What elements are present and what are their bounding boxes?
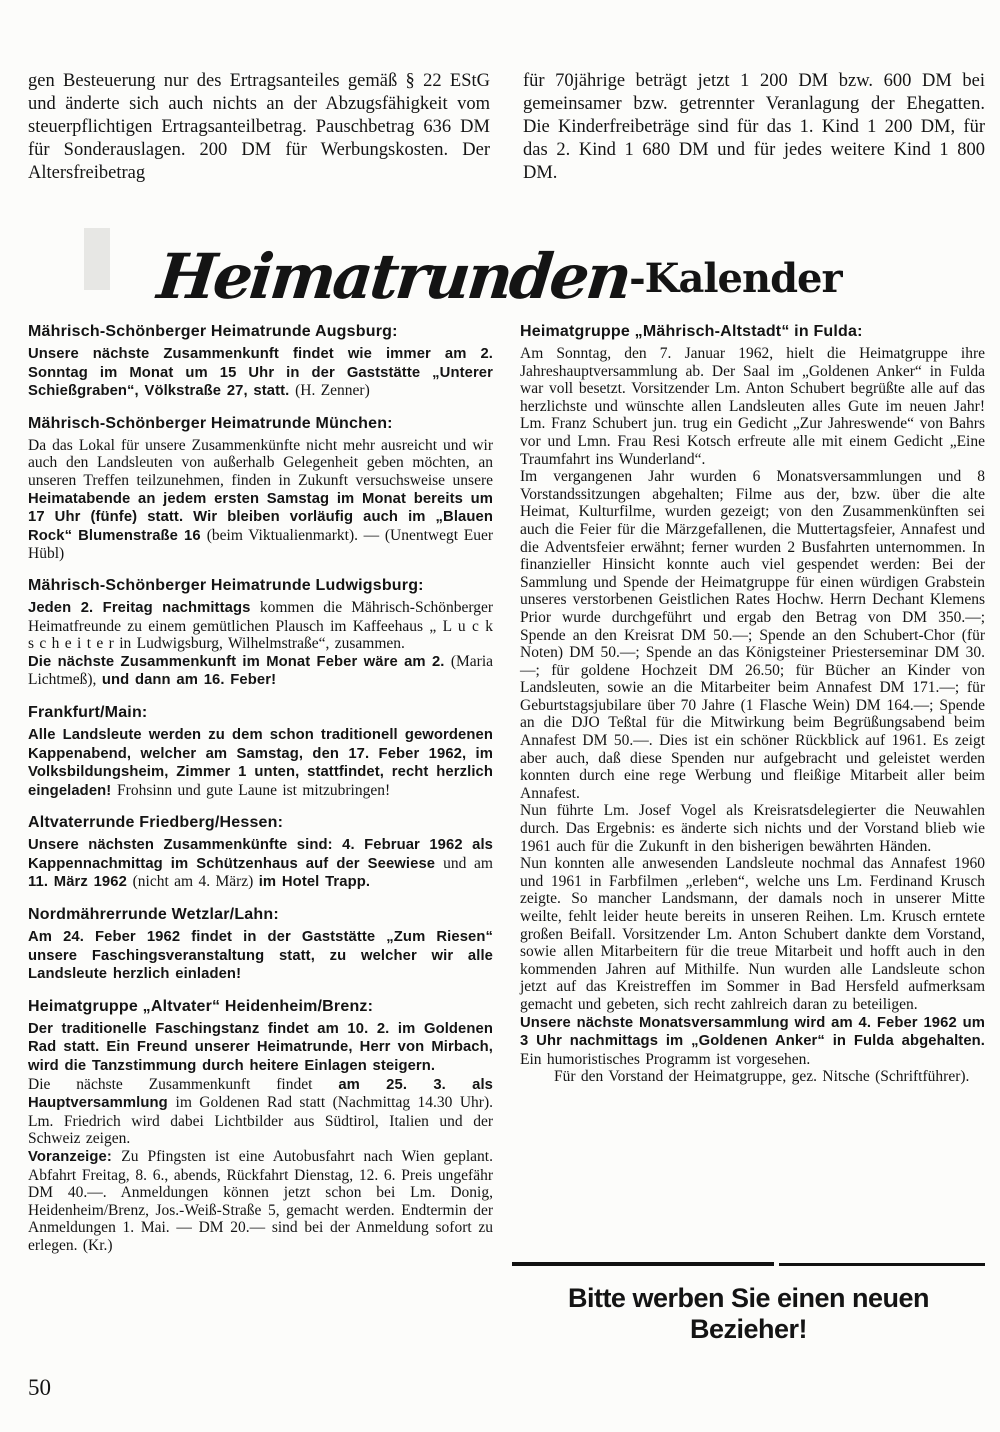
calendar-columns [28,322,985,1268]
calendar-section [28,576,493,690]
section-paragraph [28,1076,493,1148]
text-run: Da das Lokal für unsere Zusammenkünfte nicht mehr ausreicht und wir auch den Landsleuten von außerhalb Gelegenheit geben möchten, an unseren Treffen teilzunehmen, finden in Zukunft versuchsweise unsere [28,436,493,489]
page-number: 50 [28,1375,51,1400]
section-paragraph [28,653,493,690]
calendar-section [28,703,493,800]
calendar-section [28,813,493,892]
calendar-section [520,322,985,1086]
subscription-appeal-banner: Bitte werben Sie einen neuen Bezieher! [567,1283,930,1344]
text-run: (Maria Lichtmeß), [28,652,493,689]
text-run: Die nächste Zusammenkunft findet [28,1075,339,1093]
section-heading: Frankfurt/Main: [28,703,148,721]
section-heading: Mährisch-Schönberger Heimatrunde München: [28,414,393,432]
intro-left-column: gen Besteuerung nur des Ertragsanteiles gemäß § 22 EStG und änderte sich auch nichts an der Abzugsfähigkeit vom steuerpflichtigen Ertragsanteilbetrag. Pauschbetrag 636 DM für Sonderauslagen. 200 DM für Werbungskosten. Der Altersfreibetrag [28,71,490,183]
masthead-script-title: Heimatrunden [154,240,633,313]
section-heading: Mährisch-Schönberger Heimatrunde Ludwigsburg: [28,576,424,594]
text-run: Nun konnten alle anwesenden Landsleute nochmal das Annafest 1960 und 1961 in Farbfilmen „erleben“, welche uns Lm. Ferdinand Krusch zeigte. So mancher Landsmann, der damals noch in unserer Mitte weilte, fehlt leider heute bereits in unseren Reihen. Lm. Krusch erntete großen Beifall. Vorsitzender Lm. Anton Schubert dankte dem Vorstand, sowie allen Mitarbeitern für die treue Mitarbeit und hofft auch in den kommenden Jahren auf Mithilfe. Nun wurden alle Landsleute schon jetzt auf das Kreistreffen im Sommer in Bad Hersfeld aufmerksam gemacht und gebeten, sich recht zahlreich daran zu beteiligen. [520,855,985,1013]
section-paragraph [520,345,985,468]
bold-text-run: 11. März 1962 [28,874,133,891]
bold-text-run: Voranzeige: [28,1149,122,1165]
calendar-left-column [28,322,493,1268]
bold-text-run: Die nächste Zusammenkunft im Monat Feber wäre am 2. [28,653,451,670]
text-run: (beim Viktualienmarkt). — (Unentwegt Euer Hübl) [28,526,493,563]
section-heading: Nordmährerrunde Wetzlar/Lahn: [28,906,279,924]
calendar-section [28,997,493,1255]
text-run: Ein humoristisches Programm ist vorgesehen. [520,1050,811,1068]
rule-segment-left [512,1262,774,1266]
section-paragraph [520,468,985,802]
calendar-section [28,414,493,563]
calendar-section [28,905,493,984]
text-run: kommen die Mährisch-Schönberger Heimatfreunde zu einem gemütlichen Plausch im Kaffeehaus „ L u c k s c h e i t e r in Ludwigsburg, Wilhelmstraße“, zusammen. [28,598,493,653]
intro-article-continuation [28,70,985,185]
bold-text-run: und dann am 16. Feber! [101,672,277,689]
bold-text-run: im Hotel Trapp. [258,874,371,891]
bold-text-run: Alle Landsleute werden zu dem schon traditionell gewordenen Kappenabend, welcher am Samstag, den 17. Feber 1962, im Volksbildungsheim, Zimmer 1 unten, stattfindet, recht herzlich eingeladen! [28,726,493,799]
section-paragraph [28,599,493,653]
section-paragraph [520,1068,985,1086]
text-run: (H. Zenner) [295,382,370,400]
masthead-suffix: -Kalender [629,255,842,302]
section-paragraph [520,802,985,855]
rule-segment-right [779,1263,985,1266]
text-run: Für den Vorstand der Heimatgruppe, gez. Nitsche (Schriftführer). [554,1068,970,1086]
text-run: im Goldenen Rad statt (Nachmittag 14.30 Uhr). Lm. Friedrich wird dabei Lichtbilder aus Südtirol, Italien und der Schweiz zeigen. [28,1094,493,1148]
section-paragraph [28,836,493,892]
section-masthead [0,240,1000,313]
text-run: Im vergangenen Jahr wurden 6 Monatsversammlungen und 8 Vorstandssitzungen abgehalten; Filme aus der, bzw. über die alte Heimat, Kulturfilme, wurden gezeigt; von den Zusammenkünften sei auch die Feier für die Märzgefallenen, die Muttertagsfeier, Annafest und die Adventsfeier erwähnt; ferner wurden 2 Busfahrten unternommen. In finanzieller Hinsicht konnte auch viel gespendet werden: Bei der Sammlung und Spende der Heimatgruppe für einen würdigen Grabstein unseres verstorbenen Geistlichen Rates Hochw. Herrn Dechant Klemens Prior wurde durchgeführt und ergab den Betrag von DM 350.—; Spende an den Kreisrat DM 50.—; Spende an den Schubert-Chor (für Noten) DM 50.—; Spende an das Königsteiner Priesterseminar DM 30.—; für goldene Hochzeit DM 26.50; für Bücher an Kinder von Landsleuten, sowie an die Mitarbeiter beim Annafest DM 171.—; für Geburtstagsjubilare über 70 Jahre (1 Flasche Wein) DM 164.—; Spende an die DJO Teßtal für die Mitwirkung beim Begrüßungsabend beim Annafest DM 50.—. Dies ist ein schöner Rückblick auf 1961. Es zeigt aber auch, daß diese Spenden nur aufgebracht und geleistet werden konnten durch eine rege Werbung und fleißige Mitarbeit aller beim Annafest. [520,468,985,802]
calendar-right-column [520,322,985,1099]
text-run: Nun führte Lm. Josef Vogel als Kreisratsdelegierter die Neuwahlen durch. Das Ergebnis: es änderte sich nichts und der Vorstand blieb wie 1961 auch für die Zukunft in den bisherigen bewährten Händen. [520,802,985,855]
text-run: (nicht am 4. März) [132,873,259,891]
bold-text-run: Am 24. Feber 1962 findet in der Gaststätte „Zum Riesen“ unsere Faschingsveranstaltung statt, zu welcher wir alle Landsleute herzlich einladen! [28,929,493,983]
section-paragraph [520,855,985,1013]
calendar-section [28,322,493,401]
text-run: Am Sonntag, den 7. Januar 1962, hielt die Heimatgruppe ihre Jahreshauptversammlung ab. Der Saal im „Goldenen Anker“ in Fulda war voll besetzt. Vorsitzender Lm. Anton Schubert begrüßte alle auf das herzlichste und wünschte allen Landsleuten alles Gute im neuen Jahr! Lm. Franz Schubert jun. trug ein Gedicht „Zur Jahreswende“ von Bahrs vor und Lmn. Frau Resi Kotsch erfreute alle mit einem Gedicht „Eine Traumfahrt ins Wunderland“. [520,345,985,468]
text-run: und am [443,854,493,872]
section-paragraph [28,1148,493,1255]
section-paragraph [28,437,493,563]
bold-text-run: am 25. 3. als Hauptversammlung [28,1076,493,1112]
bold-text-run: Der traditionelle Faschingstanz findet am 10. 2. im Goldenen Rad statt. Ein Freund unserer Heimatrunde, Herr von Mirbach, wird die Tanzstimmung durch heitere Einlagen steigern. [28,1020,493,1075]
text-run: Frohsinn und gute Laune ist mitzubringen! [117,781,391,799]
section-paragraph [520,1014,985,1069]
text-run: Zu Pfingsten ist eine Autobusfahrt nach Wien geplant. Abfahrt Freitag, 8. 6., abends, Rückfahrt Dienstag, 12. 6. Preis ungefähr DM 40.—. Anmeldungen können jetzt schon bei Lm. Donig, Heidenheim/Brenz, Jos.-Weiß-Straße 5, gemacht werden. Endtermin der Anmeldungen 1. Mai. — DM 20.— sind bei der Anmeldung sofort zu erlegen. (Kr.) [28,1148,493,1254]
section-paragraph [28,726,493,800]
section-heading: Heimatgruppe „Altvater“ Heidenheim/Brenz: [28,997,374,1015]
section-heading: Heimatgruppe „Mährisch-Altstadt“ in Fulda: [520,323,863,340]
section-paragraph [28,1020,493,1076]
bold-text-run: Unsere nächste Monatsversammlung wird am 4. Feber 1962 um 3 Uhr nachmittags im „Goldenen Anker“ in Fulda abgehalten. [520,1014,985,1050]
bold-text-run: Unsere nächsten Zusammenkünfte sind: 4. Februar 1962 als Kappennachmittag im Schützenhaus auf der Seewiese [28,837,493,872]
horizontal-rule [512,1262,985,1266]
bold-text-run: Unsere nächste Zusammenkunft findet wie immer am 2. Sonntag im Monat um 15 Uhr in der Gaststätte „Unterer Schießgraben“, Völkstraße 27, statt. [28,346,493,400]
bold-text-run: Jeden 2. Freitag nachmittags [28,599,260,616]
bold-text-run: Heimatabende an jedem ersten Samstag im Monat bereits um 17 Uhr (fünfe) statt. Wir bleiben vorläufig auch im „Blauen Rock“ Blumenstraße 16 [28,490,493,544]
section-paragraph [28,928,493,984]
section-heading: Mährisch-Schönberger Heimatrunde Augsburg: [28,323,398,340]
intro-right-column: für 70jährige beträgt jetzt 1 200 DM bzw. 600 DM bei gemeinsamer bzw. getrennter Veranlagung der Ehegatten. Die Kinderfreibeträge sind für das 1. Kind 1 200 DM, für das 2. Kind 1 680 DM und für jedes weitere Kind 1 800 DM. [523,71,985,183]
section-heading: Altvaterrunde Friedberg/Hessen: [28,814,284,832]
section-paragraph [28,345,493,401]
